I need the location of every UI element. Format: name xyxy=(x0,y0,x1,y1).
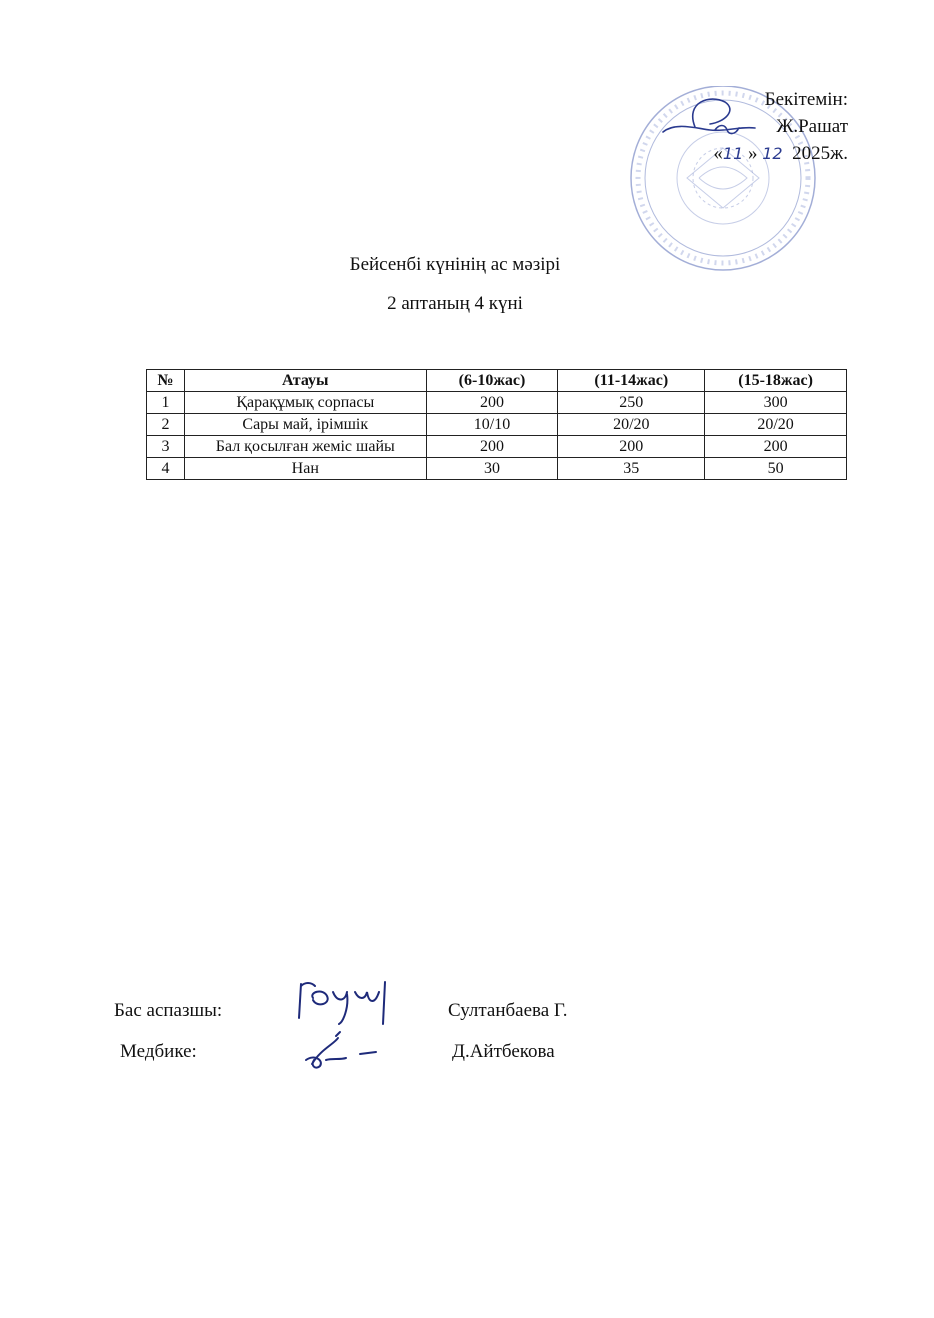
cell-portion: 200 xyxy=(705,436,847,458)
cell-portion: 10/10 xyxy=(426,414,558,436)
header-name: Атауы xyxy=(184,370,426,392)
cell-portion: 200 xyxy=(558,436,705,458)
table-header-row xyxy=(147,370,847,392)
table-row xyxy=(147,392,847,414)
table-row xyxy=(147,458,847,480)
header-age-15-18: (15-18жас) xyxy=(705,370,847,392)
cell-number: 3 xyxy=(147,436,185,458)
header-age-6-10: (6-10жас) xyxy=(426,370,558,392)
menu-table xyxy=(146,369,847,480)
cell-number: 2 xyxy=(147,414,185,436)
cell-number: 1 xyxy=(147,392,185,414)
cell-portion: 250 xyxy=(558,392,705,414)
date-open-quote: « xyxy=(713,143,723,164)
chef-name: Султанбаева Г. xyxy=(448,1000,568,1021)
date-month: 12 xyxy=(762,144,783,163)
date-close-quote: » xyxy=(748,143,758,164)
cell-portion: 20/20 xyxy=(705,414,847,436)
cell-portion: 50 xyxy=(705,458,847,480)
cell-number: 4 xyxy=(147,458,185,480)
date-day: 11 xyxy=(722,144,744,163)
chef-role-label: Бас аспазшы: xyxy=(114,1000,223,1021)
nurse-signature xyxy=(300,1030,385,1070)
approval-block xyxy=(713,86,848,167)
cell-portion: 200 xyxy=(426,392,558,414)
header-number: № xyxy=(147,370,185,392)
menu-title: Бейсенбі күнінің ас мәзірі xyxy=(349,254,561,275)
approve-label: Бекітемін: xyxy=(764,89,848,110)
date-year: 2025ж. xyxy=(792,143,848,164)
cell-portion: 300 xyxy=(705,392,847,414)
cell-portion: 200 xyxy=(426,436,558,458)
table-row xyxy=(147,414,847,436)
cell-dish: Қарақұмық сорпасы xyxy=(184,392,426,414)
cell-dish: Бал қосылған жеміс шайы xyxy=(184,436,426,458)
menu-subtitle: 2 аптаның 4 күні xyxy=(387,293,523,314)
chef-signature xyxy=(293,978,418,1028)
table-row xyxy=(147,436,847,458)
approver-name: Ж.Рашат xyxy=(776,116,848,137)
cell-portion: 20/20 xyxy=(558,414,705,436)
cell-portion: 35 xyxy=(558,458,705,480)
cell-portion: 30 xyxy=(426,458,558,480)
approval-date xyxy=(713,140,848,167)
cell-dish: Сары май, ірімшік xyxy=(184,414,426,436)
nurse-name: Д.Айтбекова xyxy=(452,1041,555,1062)
nurse-role-label: Медбике: xyxy=(120,1041,197,1062)
header-age-11-14: (11-14жас) xyxy=(558,370,705,392)
cell-dish: Нан xyxy=(184,458,426,480)
